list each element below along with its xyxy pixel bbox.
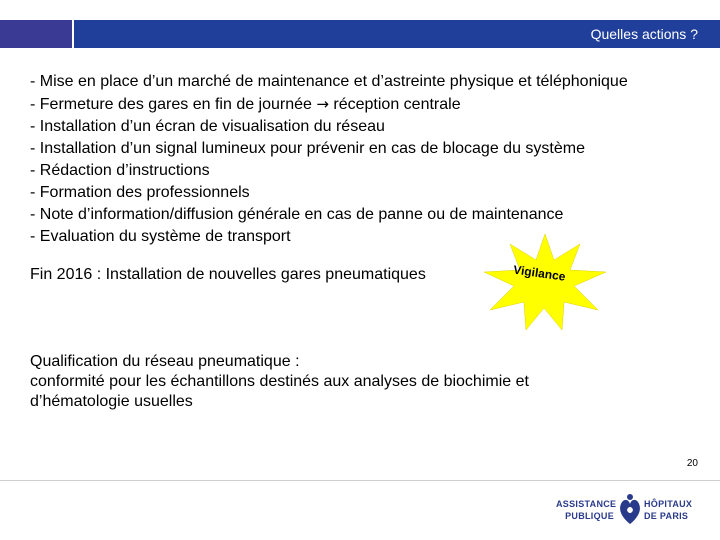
aphp-logo	[556, 492, 706, 528]
list-item: - Installation d’un signal lumineux pour prévenir en cas de blocage du système	[30, 140, 585, 157]
list-item	[30, 93, 628, 116]
list-item: - Note d’information/diffusion générale en cas de panne ou de maintenance	[30, 206, 564, 223]
logo-text-right	[644, 498, 706, 522]
list-item: - Rédaction d’instructions	[30, 162, 210, 179]
logo-line: ASSISTANCE	[556, 499, 617, 509]
new-stations-note: Fin 2016 : Installation de nouvelles gares pneumatiques	[30, 266, 426, 283]
header-bar	[74, 20, 720, 48]
qualification-line: conformité pour les échantillons destinés aux analyses de biochimie et	[30, 373, 529, 390]
footer-divider	[0, 480, 720, 481]
slide-title: Quelles actions ?	[590, 26, 698, 42]
qualification-text	[30, 352, 630, 412]
logo-line: DE PARIS	[644, 511, 689, 521]
list-item-text: - Fermeture des gares en fin de journée	[30, 96, 317, 113]
list-item: - Evaluation du système de transport	[30, 228, 291, 245]
logo-text-left	[556, 498, 617, 522]
list-item-text: réception centrale	[328, 96, 461, 113]
header-accent-block	[0, 20, 72, 48]
qualification-line: d’hématologie usuelles	[30, 393, 193, 410]
list-item: - Mise en place d’un marché de maintenance et d’astreinte physique et téléphonique	[30, 73, 628, 90]
list-item: - Formation des professionnels	[30, 184, 250, 201]
starburst-shape	[484, 234, 606, 330]
list-item: - Installation d’un écran de visualisation du réseau	[30, 118, 385, 135]
logo-line: HÔPITAUX	[644, 499, 693, 509]
vigilance-label: Vigilance	[512, 262, 567, 284]
heart-emblem-icon	[616, 492, 644, 528]
actions-list	[30, 71, 628, 248]
logo-line: PUBLIQUE	[565, 511, 614, 521]
right-arrow-icon: →	[316, 95, 329, 113]
qualification-line: Qualification du réseau pneumatique :	[30, 353, 300, 370]
vigilance-starburst	[480, 232, 610, 332]
page-number: 20	[686, 458, 698, 469]
